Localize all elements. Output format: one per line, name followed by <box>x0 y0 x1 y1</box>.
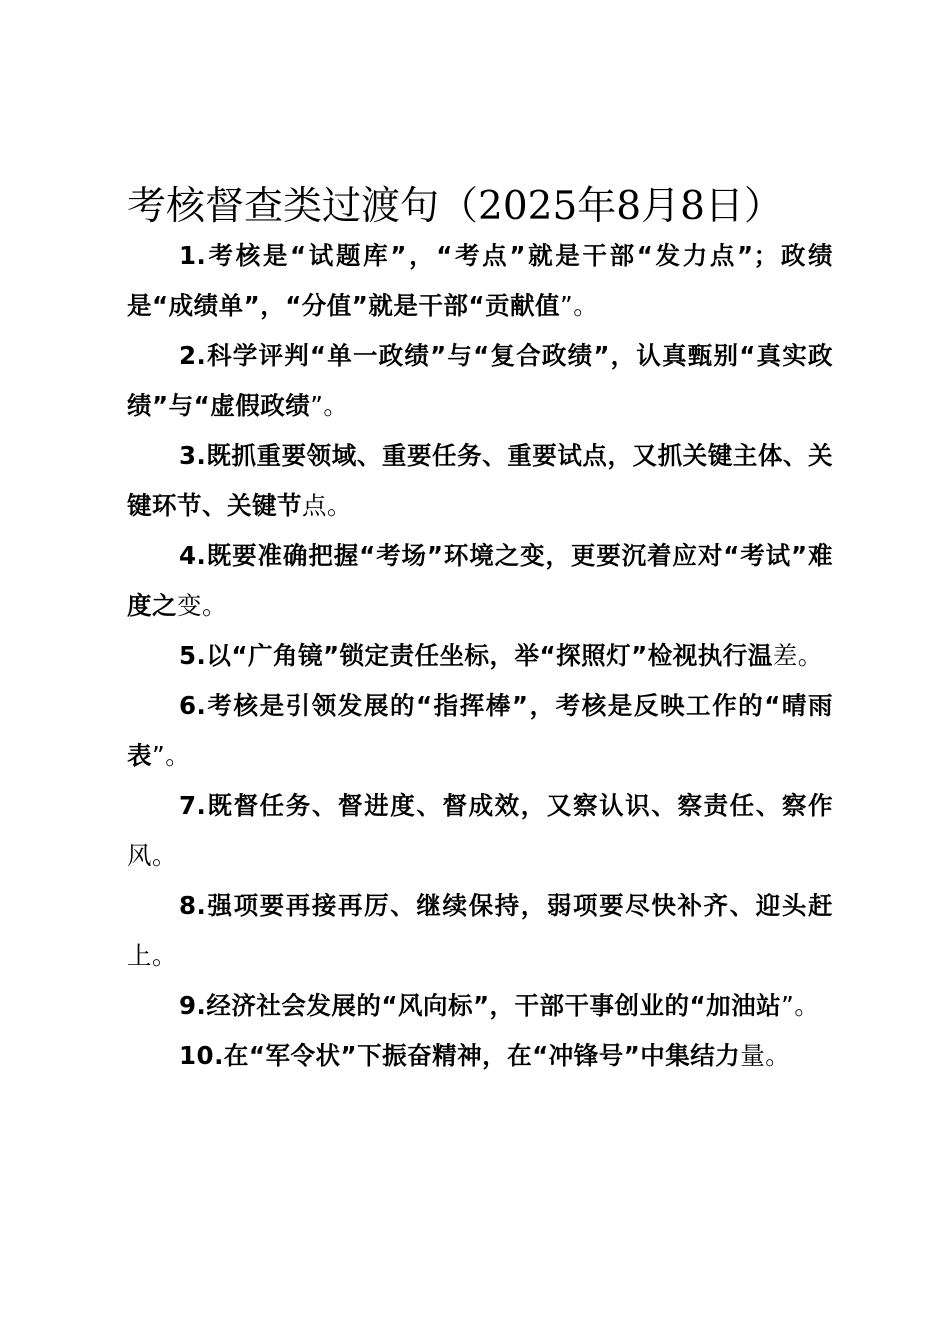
paragraph-tail: ”。 <box>781 991 820 1020</box>
paragraph-8 <box>127 881 833 981</box>
paragraph-text: 5.以“广角镜”锁定责任坐标，举“探照灯”检视执行温 <box>179 641 773 670</box>
paragraph-3 <box>127 431 833 531</box>
paragraph-tail: 风。 <box>127 841 177 870</box>
paragraph-text: 9.经济社会发展的“风向标”，干部干事创业的“加油站 <box>179 991 782 1020</box>
paragraph-tail: 量。 <box>740 1041 791 1070</box>
paragraph-4 <box>127 531 833 631</box>
document-title: 考核督查类过渡句（2025年8月8日） <box>127 184 783 229</box>
paragraph-9 <box>127 981 833 1031</box>
paragraph-text: 7.既督任务、督进度、督成效，又察认识、察责任、察作 <box>179 791 833 820</box>
paragraph-text: 2.科学评判“单一政绩”与“复合政绩”，认真甄别“真实政绩”与“虚假政绩 <box>127 341 833 420</box>
paragraph-text: 1.考核是“试题库”，“考点”就是干部“发力点”；政绩是“成绩单”，“分值”就是干部“贡献值 <box>127 241 833 320</box>
document-body <box>127 231 833 1081</box>
paragraph-6 <box>127 681 833 781</box>
paragraph-tail: 点。 <box>302 491 352 520</box>
paragraph-7 <box>127 781 833 881</box>
paragraph-2 <box>127 331 833 431</box>
paragraph-10 <box>127 1031 833 1081</box>
paragraph-text: 4.既要准确把握“考场”环境之变，更要沉着应对“考试”难度之 <box>127 541 833 620</box>
paragraph-tail: ”。 <box>152 741 191 770</box>
paragraph-tail: 变。 <box>177 591 227 620</box>
paragraph-tail: 差。 <box>772 641 823 670</box>
paragraph-text: 3.既抓重要领域、重要任务、重要试点，又抓关键主体、关键环节、关键节 <box>127 441 833 520</box>
paragraph-tail: ”。 <box>310 391 349 420</box>
paragraph-text: 8.强项要再接再厉、继续保持，弱项要尽快补齐、迎头赶 <box>179 891 833 920</box>
paragraph-5 <box>127 631 833 681</box>
paragraph-tail: ”。 <box>560 291 599 320</box>
paragraph-tail: 上。 <box>127 941 177 970</box>
paragraph-text: 10.在“军令状”下振奋精神，在“冲锋号”中集结力 <box>179 1041 741 1070</box>
paragraph-text: 6.考核是引领发展的“指挥棒”，考核是反映工作的“晴雨表 <box>127 691 833 770</box>
paragraph-1 <box>127 231 833 331</box>
